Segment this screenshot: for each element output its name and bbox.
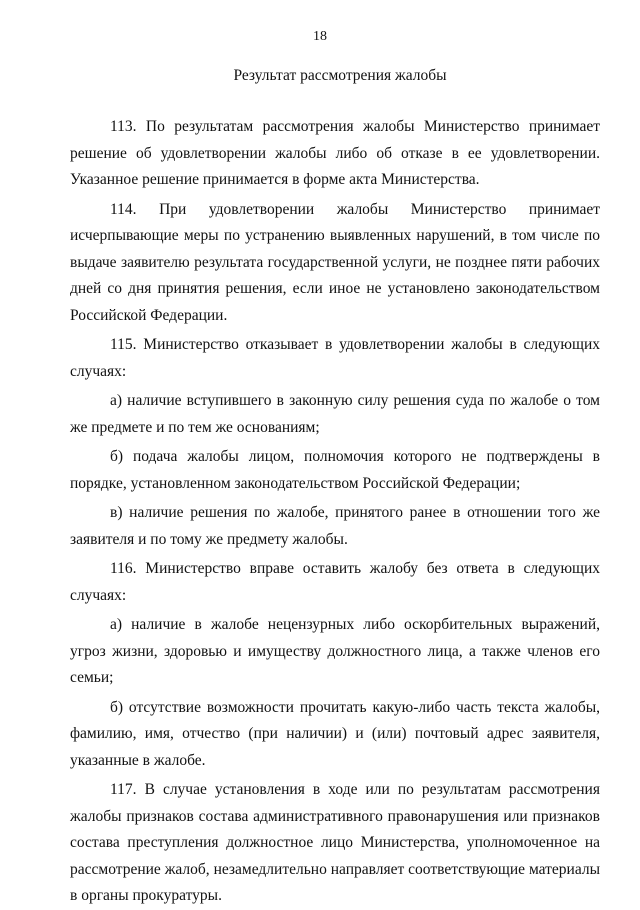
paragraph-117: 117. В случае установления в ходе или по результатам рассмотрения жалобы признаков состава административного правонарушения или признаков состава преступления должностное лицо Министерства, уполномоченное на рассмотрение жалоб, незамедлительно направляет соответствующие материалы в органы прокуратуры. bbox=[70, 781, 600, 904]
paragraph-115: 115. Министерство отказывает в удовлетворении жалобы в следующих случаях: bbox=[70, 336, 600, 380]
document-body bbox=[70, 114, 600, 910]
paragraph-113: 113. По результатам рассмотрения жалобы Министерство принимает решение об удовлетворении жалобы либо об отказе в ее удовлетворении. Указанное решение принимается в форме акта Министерства. bbox=[70, 118, 600, 188]
paragraph-116-b: б) отсутствие возможности прочитать какую-либо часть текста жалобы, фамилию, имя, отчество (при наличии) и (или) почтовый адрес заявителя, указанные в жалобе. bbox=[70, 698, 600, 769]
paragraph-114: 114. При удовлетворении жалобы Министерство принимает исчерпывающие меры по устранению выявленных нарушений, в том числе по выдаче заявителю результата государственной услуги, не позднее пяти рабочих дней со дня принятия решения, если иное не установлено законодательством Российской Федерации. bbox=[70, 200, 600, 324]
section-heading: Результат рассмотрения жалобы bbox=[233, 67, 447, 84]
paragraph-115-b: б) подача жалобы лицом, полномочия которого не подтверждены в порядке, установленном законодательством Российской Федерации; bbox=[70, 448, 600, 492]
page-number: 18 bbox=[313, 29, 327, 44]
paragraph-115-a: а) наличие вступившего в законную силу решения суда по жалобе о том же предмете и по тем же основаниям; bbox=[70, 392, 600, 436]
paragraph-116: 116. Министерство вправе оставить жалобу без ответа в следующих случаях: bbox=[70, 560, 600, 604]
paragraph-116-a: а) наличие в жалобе нецензурных либо оскорбительных выражений, угроз жизни, здоровью и имуществу должностного лица, а также членов его семьи; bbox=[70, 616, 600, 686]
paragraph-115-v: в) наличие решения по жалобе, принятого ранее в отношении того же заявителя и по тому же предмету жалобы. bbox=[70, 504, 600, 548]
